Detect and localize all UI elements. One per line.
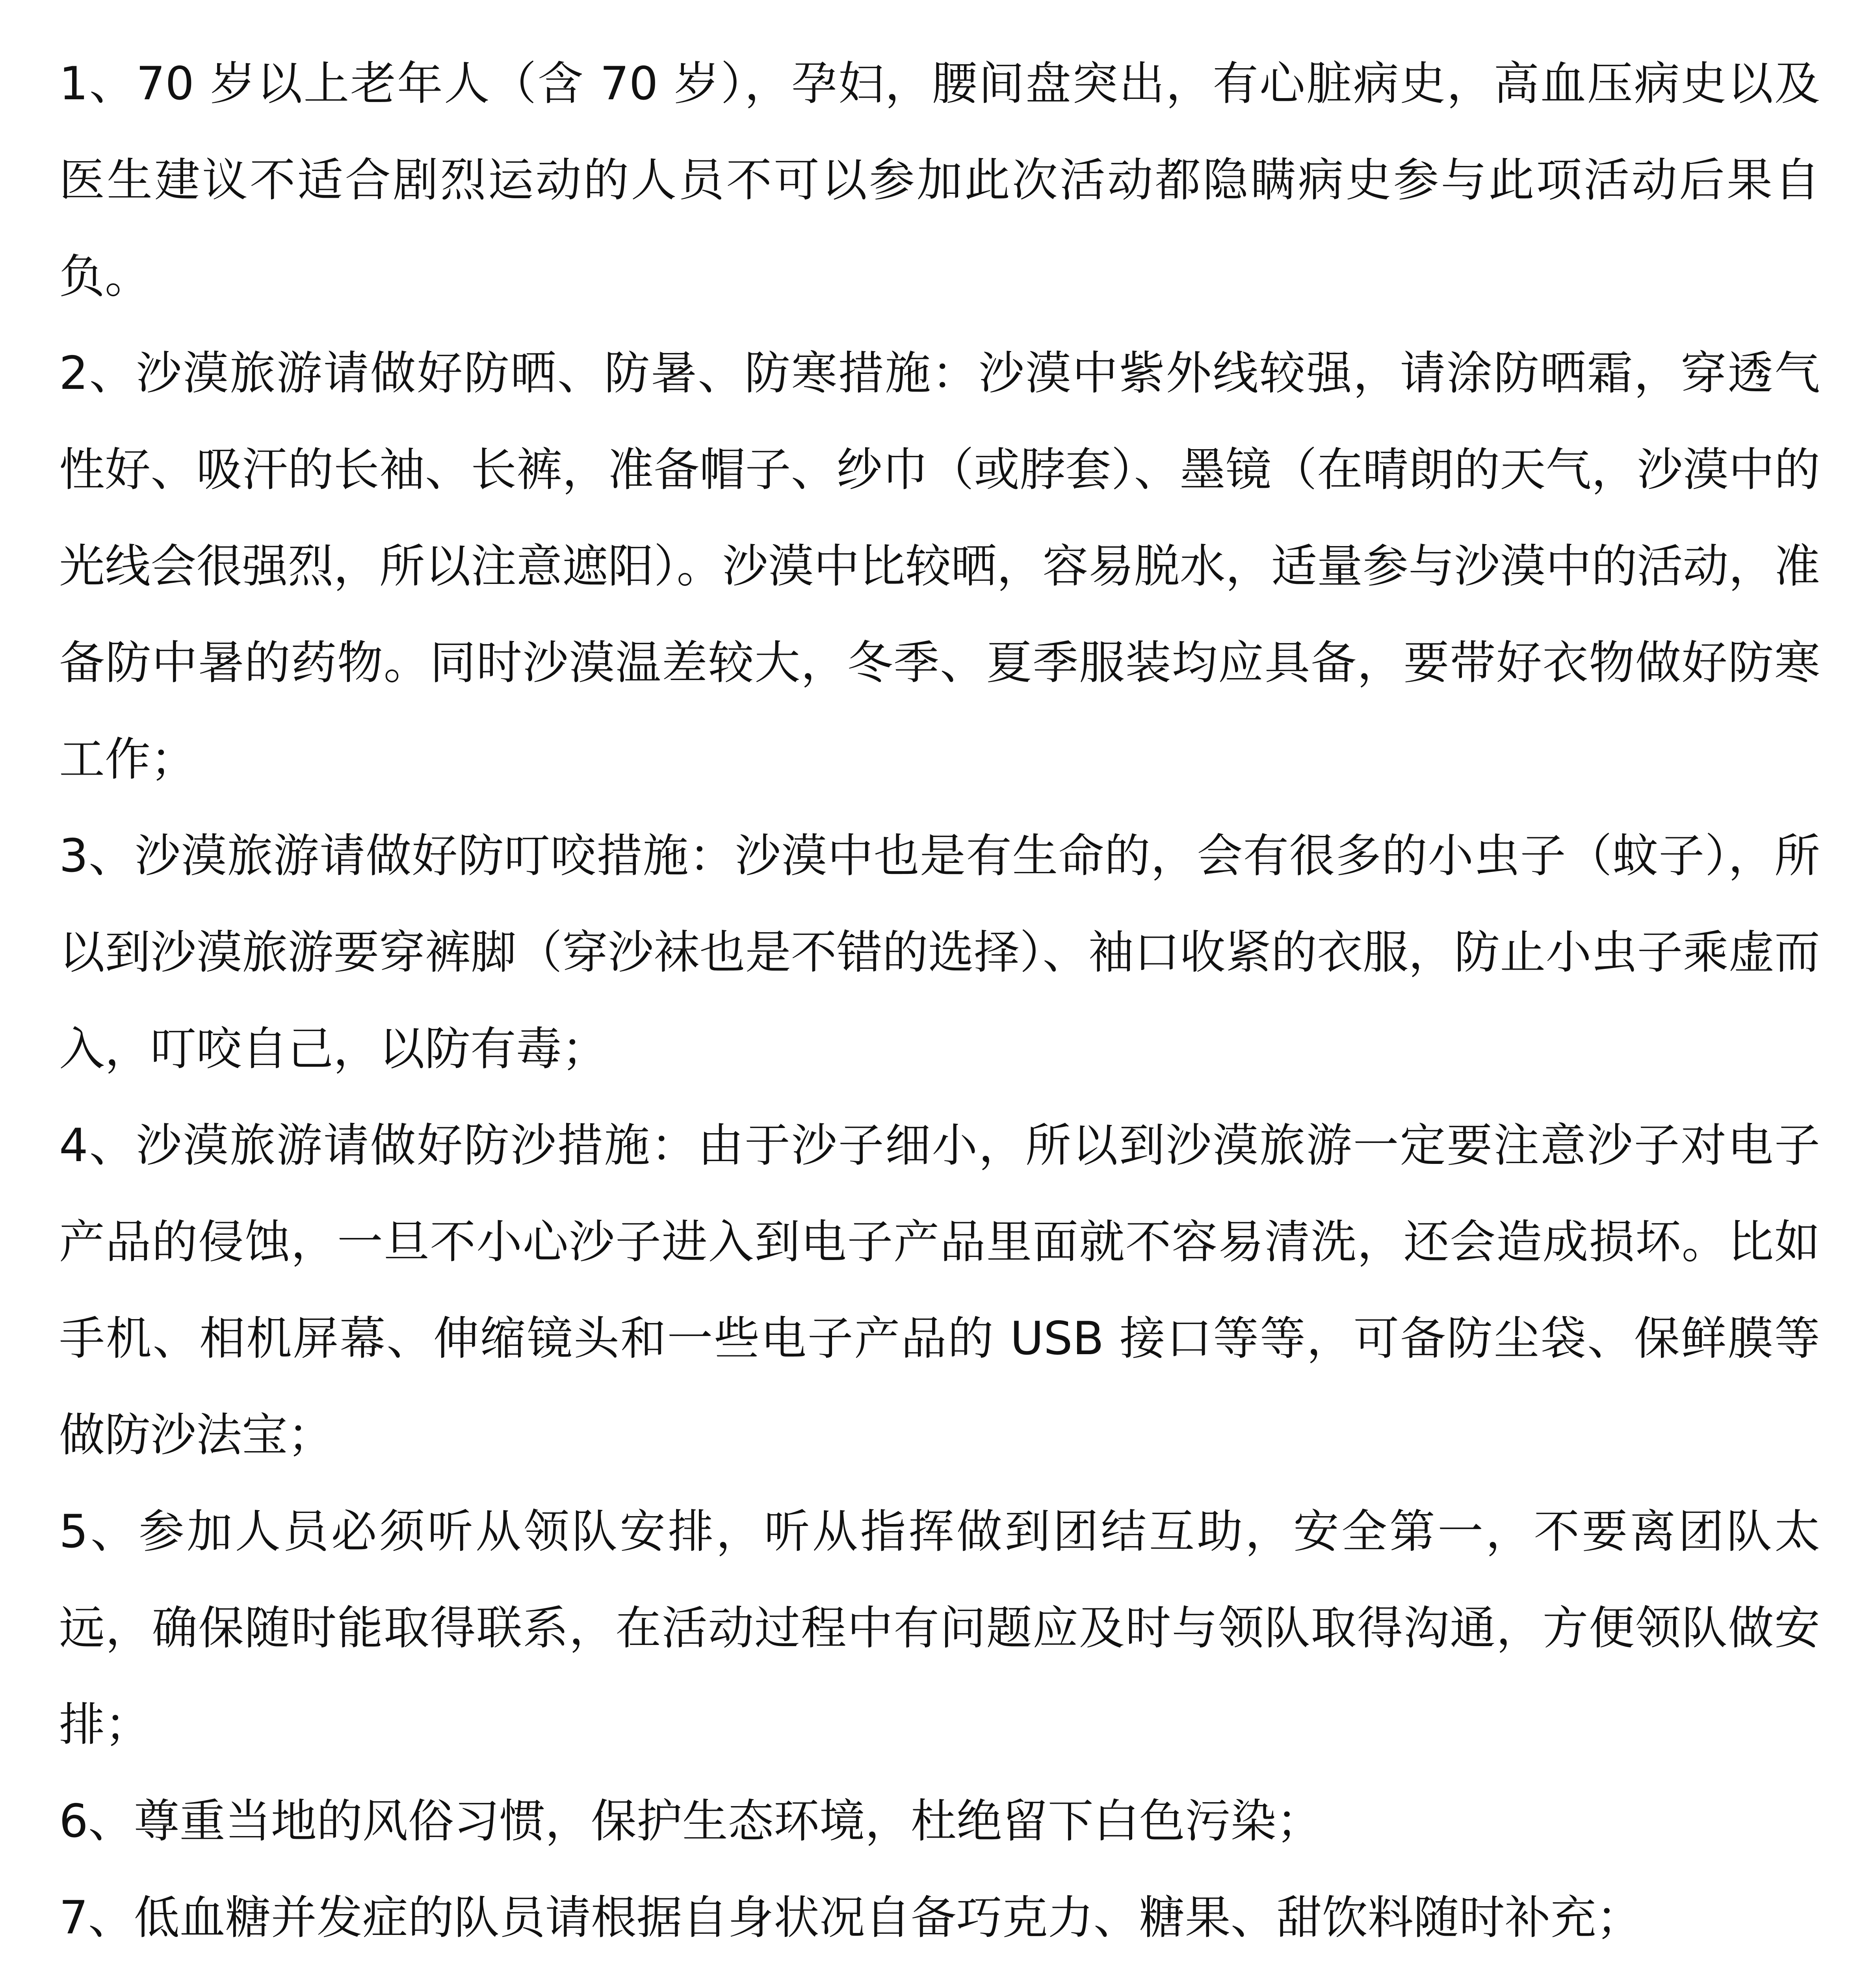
notice-item-3: 3、沙漠旅游请做好防叮咬措施：沙漠中也是有生命的，会有很多的小虫子（蚊子），所以到沙漠旅游要穿裤脚（穿沙袜也是不错的选择）、袖口收紧的衣服，防止小虫子乘虚而入，叮咬自己，以防有毒； — [59, 829, 1820, 1076]
notice-item-6: 6、尊重当地的风俗习惯，保护生态环境，杜绝留下白色污染； — [59, 1795, 1322, 1848]
notice-item-4: 4、沙漠旅游请做好防沙措施：由于沙子细小，所以到沙漠旅游一定要注意沙子对电子产品的侵蚀，一旦不小心沙子进入到电子产品里面就不容易清洗，还会造成损坏。比如手机、相机屏幕、伸缩镜头和一些电子产品的 USB 接口等等，可备防尘袋、保鲜膜等做防沙法宝； — [59, 1119, 1820, 1462]
notice-list — [59, 35, 1820, 1970]
notice-item-2: 2、沙漠旅游请做好防晒、防暑、防寒措施：沙漠中紫外线较强，请涂防晒霜，穿透气性好、吸汗的长袖、长裤，准备帽子、纱巾（或脖套）、墨镜（在晴朗的天气，沙漠中的光线会很强烈，所以注意遮阳）。沙漠中比较晒，容易脱水，适量参与沙漠中的活动，准备防中暑的药物。同时沙漠温差较大，冬季、夏季服装均应具备，要带好衣物做好防寒工作； — [59, 347, 1820, 786]
notice-item-5: 5、参加人员必须听从领队安排，听从指挥做到团结互助，安全第一，不要离团队太远，确保随时能取得联系，在活动过程中有问题应及时与领队取得沟通，方便领队做安排； — [59, 1505, 1820, 1751]
notice-item-7: 7、低血糖并发症的队员请根据自身状况自备巧克力、糖果、甜饮料随时补充； — [59, 1891, 1642, 1944]
notice-item-1: 1、70 岁以上老年人（含 70 岁），孕妇，腰间盘突出，有心脏病史，高血压病史以及医生建议不适合剧烈运动的人员不可以参加此次活动都隐瞒病史参与此项活动后果自负。 — [59, 57, 1820, 303]
notice-item-8 — [59, 1966, 1820, 1970]
